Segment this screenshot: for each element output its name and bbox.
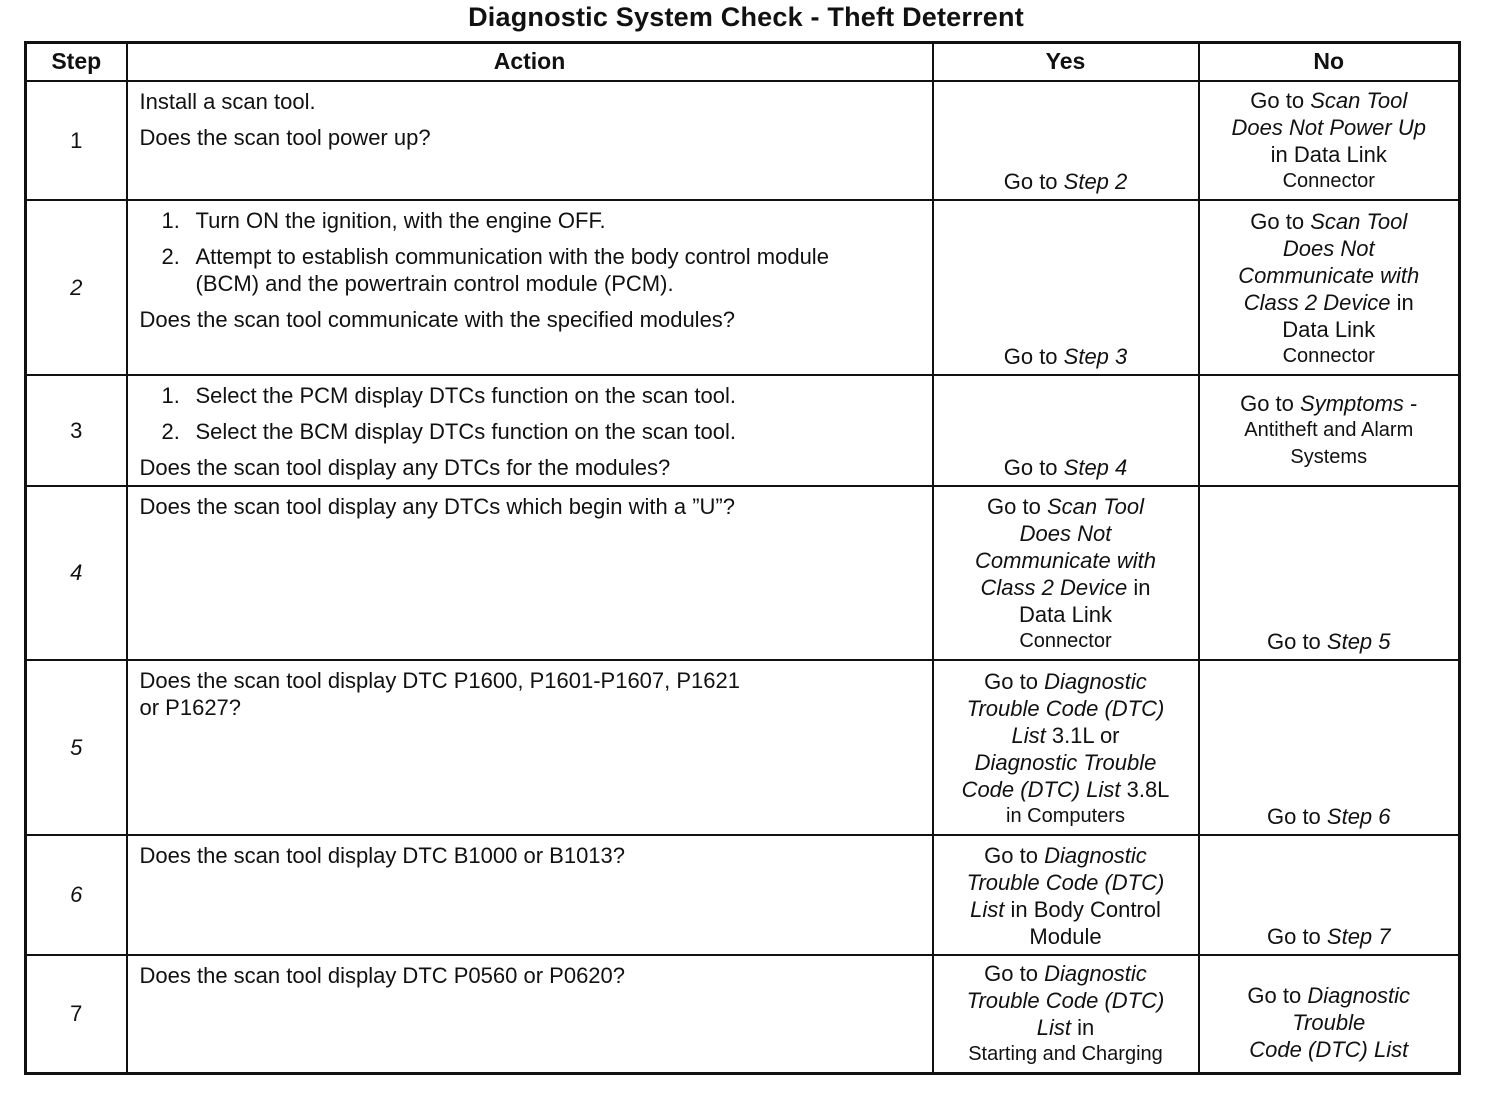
no-cell (1199, 81, 1460, 200)
no-link: Code (DTC) List (1249, 1037, 1409, 1063)
no-link: Diagnostic (1307, 983, 1411, 1009)
list-text: Turn ON the ignition, with the engine OFF. (195, 207, 606, 233)
no-link: Scan Tool (1310, 208, 1408, 234)
yes-link: Does Not (1019, 520, 1112, 546)
yes-cell (933, 200, 1199, 375)
yes-prefix: Go to (984, 961, 1045, 986)
no-cell (1199, 955, 1460, 1074)
yes-text: Connector (1019, 629, 1112, 652)
no-prefix: Go to (1240, 390, 1301, 416)
yes-link: Class 2 Device (980, 574, 1128, 600)
no-prefix: Go to (1247, 983, 1308, 1009)
yes-text: Module (1029, 923, 1102, 949)
yes-link: List (1011, 722, 1046, 748)
action-question: Does the scan tool communicate with the specified modules? (139, 306, 736, 332)
list-item (140, 382, 920, 409)
yes-link: Step 2 (1063, 168, 1128, 194)
yes-cell (933, 955, 1199, 1074)
no-cell (1199, 200, 1460, 375)
no-link: Does Not Power Up (1231, 114, 1426, 140)
list-text: Attempt to establish communication with the body control module (BCM) and the powertrain control module (PCM). (195, 243, 829, 296)
yes-link: Trouble Code (DTC) (966, 869, 1165, 895)
yes-text: Starting and Charging (968, 1043, 1163, 1065)
no-link: Step 5 (1326, 628, 1391, 654)
yes-link: Communicate with (975, 547, 1156, 573)
step-number: 7 (26, 955, 127, 1074)
table-row (26, 486, 1460, 660)
list-item (140, 243, 920, 297)
page-title: Diagnostic System Check - Theft Deterrent (468, 2, 1024, 32)
yes-prefix: Go to (1003, 343, 1064, 369)
action-cell (127, 200, 933, 375)
step-number: 2 (26, 200, 127, 375)
action-cell (127, 486, 933, 660)
yes-text: in Body Control (1004, 896, 1161, 922)
action-question: Does the scan tool display any DTCs for the modules? (139, 454, 671, 480)
yes-text: 3.8L (1120, 776, 1170, 802)
yes-text: in (1071, 1015, 1095, 1040)
no-prefix: Go to (1250, 87, 1311, 113)
action-cell (127, 375, 933, 486)
yes-prefix: Go to (984, 842, 1045, 868)
no-cell (1199, 835, 1460, 955)
no-text: Connector (1282, 344, 1375, 367)
no-text: in Data Link (1270, 141, 1387, 167)
action-cell (127, 955, 933, 1074)
yes-link: Code (DTC) List (961, 776, 1121, 802)
yes-link: List (1036, 1015, 1071, 1040)
no-text: in (1390, 289, 1414, 315)
list-text: Select the PCM display DTCs function on the scan tool. (195, 382, 736, 408)
yes-prefix: Go to (984, 668, 1045, 694)
yes-text: in (1127, 574, 1151, 600)
yes-cell (933, 486, 1199, 660)
action-question: Does the scan tool power up? (139, 124, 431, 150)
yes-text: 3.1L or (1045, 722, 1120, 748)
list-number: 2. (161, 243, 180, 269)
no-cell (1199, 486, 1460, 660)
table-row (26, 660, 1460, 835)
action-question: Does the scan tool display DTC B1000 or B1013? (139, 842, 626, 868)
action-question: Does the scan tool display DTC P1600, P1601-P1607, P1621 (139, 667, 740, 693)
no-link: Does Not (1282, 235, 1375, 261)
action-cell (127, 835, 933, 955)
yes-link: Trouble Code (DTC) (966, 695, 1165, 721)
no-prefix: Go to (1250, 208, 1311, 234)
action-question: Does the scan tool display any DTCs which begin with a ”U”? (139, 493, 735, 519)
yes-text: in Computers (1006, 804, 1125, 827)
list-number: 2. (161, 418, 180, 444)
action-question-cont: or P1627? (139, 694, 242, 720)
list-item (140, 418, 920, 445)
step-number: 6 (26, 835, 127, 955)
table-row (26, 81, 1460, 200)
table-row (26, 200, 1460, 375)
no-text: Data Link (1282, 316, 1376, 342)
no-link: Communicate with (1238, 262, 1420, 288)
no-link: Step 6 (1326, 803, 1391, 829)
no-prefix: Go to (1266, 803, 1327, 829)
table-row (26, 375, 1460, 486)
table-row (26, 835, 1460, 955)
no-text: Antitheft and Alarm (1244, 418, 1414, 441)
action-cell (127, 660, 933, 835)
yes-cell (933, 375, 1199, 486)
yes-link: Diagnostic (1044, 961, 1147, 986)
header-action: Action (127, 43, 933, 81)
no-link: Class 2 Device (1243, 289, 1391, 315)
no-text: Systems (1290, 445, 1368, 468)
no-link: Symptoms (1300, 390, 1404, 416)
action-cell (127, 81, 933, 200)
no-prefix: Go to (1266, 923, 1327, 949)
no-link: Trouble (1292, 1010, 1366, 1036)
step-number: 1 (26, 81, 127, 200)
no-link: Scan Tool (1310, 87, 1408, 113)
no-link: Step 7 (1326, 923, 1391, 949)
list-item (140, 207, 920, 234)
yes-cell (933, 660, 1199, 835)
yes-link: Diagnostic (1044, 668, 1147, 694)
yes-link: List (970, 896, 1005, 922)
yes-prefix: Go to (1003, 454, 1064, 480)
yes-link: Step 3 (1063, 343, 1128, 369)
step-number: 3 (26, 375, 127, 486)
list-text: Select the BCM display DTCs function on the scan tool. (195, 418, 736, 444)
yes-cell (933, 81, 1199, 200)
yes-cell (933, 835, 1199, 955)
yes-link: Scan Tool (1046, 493, 1144, 519)
no-text: - (1403, 390, 1418, 416)
yes-link: Trouble Code (DTC) (966, 988, 1165, 1013)
step-number: 5 (26, 660, 127, 835)
action-question: Does the scan tool display DTC P0560 or P0620? (139, 962, 626, 988)
yes-link: Step 4 (1063, 454, 1128, 480)
yes-text: Data Link (1019, 601, 1112, 627)
header-yes: Yes (933, 43, 1199, 81)
yes-link: Diagnostic (1044, 842, 1147, 868)
diagnostic-table (24, 41, 1461, 1075)
step-number: 4 (26, 486, 127, 660)
header-no: No (1199, 43, 1460, 81)
table-row (26, 955, 1460, 1074)
header-row (26, 43, 1460, 81)
list-number: 1. (161, 207, 180, 233)
action-text: Install a scan tool. (139, 88, 316, 114)
yes-prefix: Go to (1003, 168, 1064, 194)
list-number: 1. (161, 382, 180, 408)
no-cell (1199, 375, 1460, 486)
yes-prefix: Go to (987, 493, 1047, 519)
yes-link: Diagnostic Trouble (974, 749, 1157, 775)
header-step: Step (26, 43, 127, 81)
no-text: Connector (1282, 169, 1375, 192)
no-prefix: Go to (1266, 628, 1327, 654)
no-cell (1199, 660, 1460, 835)
